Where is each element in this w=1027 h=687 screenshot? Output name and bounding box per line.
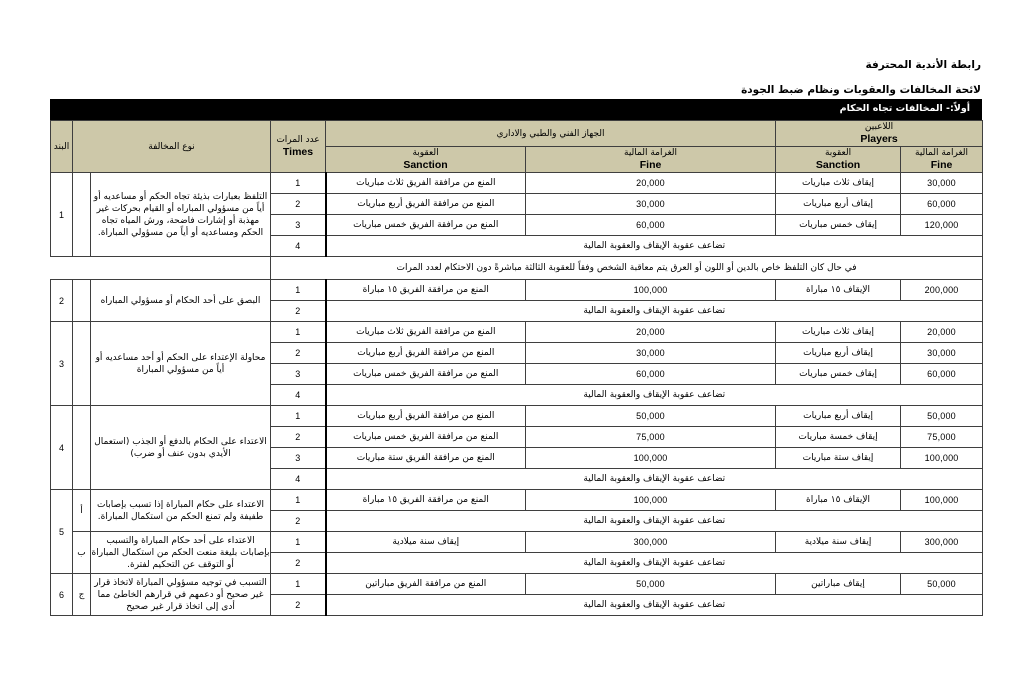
staff-sanction-cell: المنع من مرافقة الفريق خمس مباريات <box>326 215 526 236</box>
staff-fine-cell: 30,000 <box>526 343 776 364</box>
table-row <box>51 406 983 427</box>
player-fine-cell: 100,000 <box>901 490 983 511</box>
player-sanction-cell: إيقاف مباراتين <box>776 574 901 595</box>
staff-sanction-cell: المنع من مرافقة الفريق ثلاث مباريات <box>326 173 526 194</box>
staff-fine-cell: 60,000 <box>526 364 776 385</box>
player-fine-cell: 120,000 <box>901 215 983 236</box>
staff-fine-cell: 75,000 <box>526 427 776 448</box>
player-fine-cell: 50,000 <box>901 406 983 427</box>
player-fine-cell: 100,000 <box>901 448 983 469</box>
times-cell: 1 <box>271 280 326 301</box>
staff-fine-cell: 100,000 <box>526 280 776 301</box>
times-cell: 4 <box>271 385 326 406</box>
staff-fine-cell: 60,000 <box>526 215 776 236</box>
staff-fine-cell: 300,000 <box>526 532 776 553</box>
table-body <box>51 173 983 616</box>
times-cell: 2 <box>271 511 326 532</box>
player-sanction-cell: الإيقاف ١٥ مباراة <box>776 490 901 511</box>
document-masthead <box>741 58 981 97</box>
times-cell: 4 <box>271 469 326 490</box>
player-fine-cell: 60,000 <box>901 194 983 215</box>
header-staff-sanction-ar: العقوبة <box>412 148 439 158</box>
race-religion-note-cell: في حال كان التلفظ خاص بالدين أو اللون أو العرق يتم معاقبة الشخص وفقاً للعقوبة الثالثة مباشرةً دون الاحتكام لعدد المرات <box>271 257 983 280</box>
staff-sanction-cell: المنع من مرافقة الفريق مباراتين <box>326 574 526 595</box>
times-cell: 3 <box>271 364 326 385</box>
player-sanction-cell: إيقاف أربع مباريات <box>776 406 901 427</box>
table-header-group-row <box>51 121 983 147</box>
header-player-fine-ar: الغرامة المالية <box>915 148 969 158</box>
header-player-fine <box>901 147 983 173</box>
player-sanction-cell: إيقاف أربع مباريات <box>776 194 901 215</box>
player-fine-cell: 300,000 <box>901 532 983 553</box>
header-staff-sanction-en: Sanction <box>403 159 448 171</box>
player-sanction-cell: إيقاف ثلاث مباريات <box>776 173 901 194</box>
violation-sub-letter-cell <box>73 322 91 406</box>
header-group-staff <box>326 121 776 147</box>
staff-fine-cell: 30,000 <box>526 194 776 215</box>
header-violation-type-ar: نوع المخالفة <box>148 141 195 152</box>
header-times-ar: عدد المرات <box>276 135 320 145</box>
header-players-en: Players <box>860 133 898 145</box>
header-violation-type <box>73 121 271 173</box>
player-fine-cell: 30,000 <box>901 343 983 364</box>
player-sanction-cell: إيقاف ثلاث مباريات <box>776 322 901 343</box>
violation-description-cell: التسبب في توجيه مسؤولي المباراة لاتخاذ قرار غير صحيح أو دعمهم في قرارهم الخاطئ مما أدى إلى اتخاذ قرار غير صحيح <box>91 574 271 616</box>
table-row <box>51 574 983 595</box>
staff-sanction-cell: إيقاف سنة ميلادية <box>326 532 526 553</box>
header-staff-sanction <box>326 147 526 173</box>
double-penalty-cell: تضاعف عقوبة الإيقاف والعقوبة المالية <box>326 595 983 616</box>
double-penalty-cell: تضاعف عقوبة الإيقاف والعقوبة المالية <box>326 469 983 490</box>
table-row <box>51 490 983 511</box>
table-row <box>51 532 983 553</box>
header-player-fine-en: Fine <box>930 159 953 171</box>
violations-table <box>50 120 983 616</box>
table-row <box>51 280 983 301</box>
staff-fine-cell: 50,000 <box>526 406 776 427</box>
staff-sanction-cell: المنع من مرافقة الفريق ١٥ مباراة <box>326 280 526 301</box>
times-cell: 1 <box>271 322 326 343</box>
violation-sub-letter-cell: ب <box>73 532 91 574</box>
header-staff-fine-en: Fine <box>639 159 662 171</box>
double-penalty-cell: تضاعف عقوبة الإيقاف والعقوبة المالية <box>326 301 983 322</box>
section-banner-label: أولاً:- المخالفات تجاه الحكام <box>839 103 970 114</box>
double-penalty-cell: تضاعف عقوبة الإيقاف والعقوبة المالية <box>326 385 983 406</box>
header-players-ar: اللاعبين <box>864 122 894 132</box>
section-banner <box>50 99 982 120</box>
staff-sanction-cell: المنع من مرافقة الفريق أربع مباريات <box>326 343 526 364</box>
violation-item-number-cell: 6 <box>51 574 73 616</box>
table-note-row <box>51 257 983 280</box>
player-fine-cell: 60,000 <box>901 364 983 385</box>
staff-sanction-cell: المنع من مرافقة الفريق أربع مباريات <box>326 406 526 427</box>
player-sanction-cell: إيقاف ستة مباريات <box>776 448 901 469</box>
player-sanction-cell: إيقاف خمس مباريات <box>776 364 901 385</box>
staff-sanction-cell: المنع من مرافقة الفريق خمس مباريات <box>326 427 526 448</box>
header-player-sanction <box>776 147 901 173</box>
times-cell: 2 <box>271 553 326 574</box>
staff-fine-cell: 100,000 <box>526 448 776 469</box>
player-fine-cell: 30,000 <box>901 173 983 194</box>
times-cell: 3 <box>271 448 326 469</box>
violation-item-number-cell: 4 <box>51 406 73 490</box>
header-times-en: Times <box>282 146 314 158</box>
table-row <box>51 173 983 194</box>
staff-sanction-cell: المنع من مرافقة الفريق خمس مباريات <box>326 364 526 385</box>
player-sanction-cell: الإيقاف ١٥ مباراة <box>776 280 901 301</box>
header-group-players <box>776 121 983 147</box>
staff-fine-cell: 20,000 <box>526 173 776 194</box>
times-cell: 1 <box>271 406 326 427</box>
double-penalty-cell: تضاعف عقوبة الإيقاف والعقوبة المالية <box>326 553 983 574</box>
violation-item-number-cell: 2 <box>51 280 73 322</box>
organization-title: رابطة الأندية المحترفة <box>865 59 981 71</box>
staff-sanction-cell: المنع من مرافقة الفريق ستة مباريات <box>326 448 526 469</box>
header-staff-fine-ar: الغرامة المالية <box>624 148 678 158</box>
table-row <box>51 322 983 343</box>
double-penalty-cell: تضاعف عقوبة الإيقاف والعقوبة المالية <box>326 236 983 257</box>
times-cell: 2 <box>271 595 326 616</box>
header-item-ar: البند <box>53 141 70 152</box>
violation-description-cell: الاعتداء على أحد حكام المباراة والتسبب بإصابات بليغة منعت الحكم من استكمال المباراة أو التوقف عن التحكيم لفترة. <box>91 532 271 574</box>
player-sanction-cell: إيقاف خمسة مباريات <box>776 427 901 448</box>
staff-fine-cell: 20,000 <box>526 322 776 343</box>
staff-sanction-cell: المنع من مرافقة الفريق أربع مباريات <box>326 194 526 215</box>
document-subtitle: لائحة المخالفات والعقوبات ونظام ضبط الجودة <box>741 84 981 96</box>
player-sanction-cell: إيقاف خمس مباريات <box>776 215 901 236</box>
violation-item-number-cell: 3 <box>51 322 73 406</box>
violation-item-number-cell: 1 <box>51 173 73 257</box>
times-cell: 3 <box>271 215 326 236</box>
times-cell: 1 <box>271 490 326 511</box>
times-cell: 1 <box>271 532 326 553</box>
staff-fine-cell: 100,000 <box>526 490 776 511</box>
header-item <box>51 121 73 173</box>
times-cell: 2 <box>271 343 326 364</box>
violation-sub-letter-cell <box>73 173 91 257</box>
header-staff-fine <box>526 147 776 173</box>
player-sanction-cell: إيقاف أربع مباريات <box>776 343 901 364</box>
player-fine-cell: 50,000 <box>901 574 983 595</box>
times-cell: 2 <box>271 301 326 322</box>
player-fine-cell: 20,000 <box>901 322 983 343</box>
violation-description-cell: الاعتداء على حكام المباراة إذا تسبب بإصابات طفيفة ولم تمنع الحكم من استكمال المباراة. <box>91 490 271 532</box>
violation-description-cell: الاعتداء على الحكام بالدفع أو الجذب (استعمال الأيدي بدون عنف أو ضرب) <box>91 406 271 490</box>
table-header <box>51 121 983 173</box>
player-fine-cell: 75,000 <box>901 427 983 448</box>
violation-sub-letter-cell <box>73 406 91 490</box>
header-player-sanction-ar: العقوبة <box>824 148 852 158</box>
violation-sub-letter-cell <box>73 280 91 322</box>
times-cell: 2 <box>271 194 326 215</box>
staff-fine-cell: 50,000 <box>526 574 776 595</box>
violation-sub-letter-cell: ج <box>73 574 91 616</box>
double-penalty-cell: تضاعف عقوبة الإيقاف والعقوبة المالية <box>326 511 983 532</box>
violation-description-cell: التلفظ بعبارات بذيئة تجاه الحكم أو مساعديه أو أياً من مسؤولي المباراه أو القيام بحركات غير مهذبة أو إشارات فاضحة، ورش المياه تجاه الحكم ومساعديه أو أياً من مسؤولي المباراة. <box>91 173 271 257</box>
times-cell: 4 <box>271 236 326 257</box>
player-sanction-cell: إيقاف سنة ميلادية <box>776 532 901 553</box>
header-player-sanction-en: Sanction <box>815 159 861 171</box>
player-fine-cell: 200,000 <box>901 280 983 301</box>
violation-description-cell: محاولة الإعتداء على الحكم أو أحد مساعديه أو أياً من مسؤولي المباراة <box>91 322 271 406</box>
violation-item-number-cell: 5 <box>51 490 73 574</box>
staff-sanction-cell: المنع من مرافقة الفريق ١٥ مباراة <box>326 490 526 511</box>
times-cell: 1 <box>271 173 326 194</box>
header-times <box>271 121 326 173</box>
header-staff-ar: الجهاز الفني والطبي والاداري <box>496 128 605 139</box>
staff-sanction-cell: المنع من مرافقة الفريق ثلاث مباريات <box>326 322 526 343</box>
times-cell: 1 <box>271 574 326 595</box>
violation-description-cell: البصق على أحد الحكام أو مسؤولي المباراه <box>91 280 271 322</box>
violation-sub-letter-cell: أ <box>73 490 91 532</box>
times-cell: 2 <box>271 427 326 448</box>
